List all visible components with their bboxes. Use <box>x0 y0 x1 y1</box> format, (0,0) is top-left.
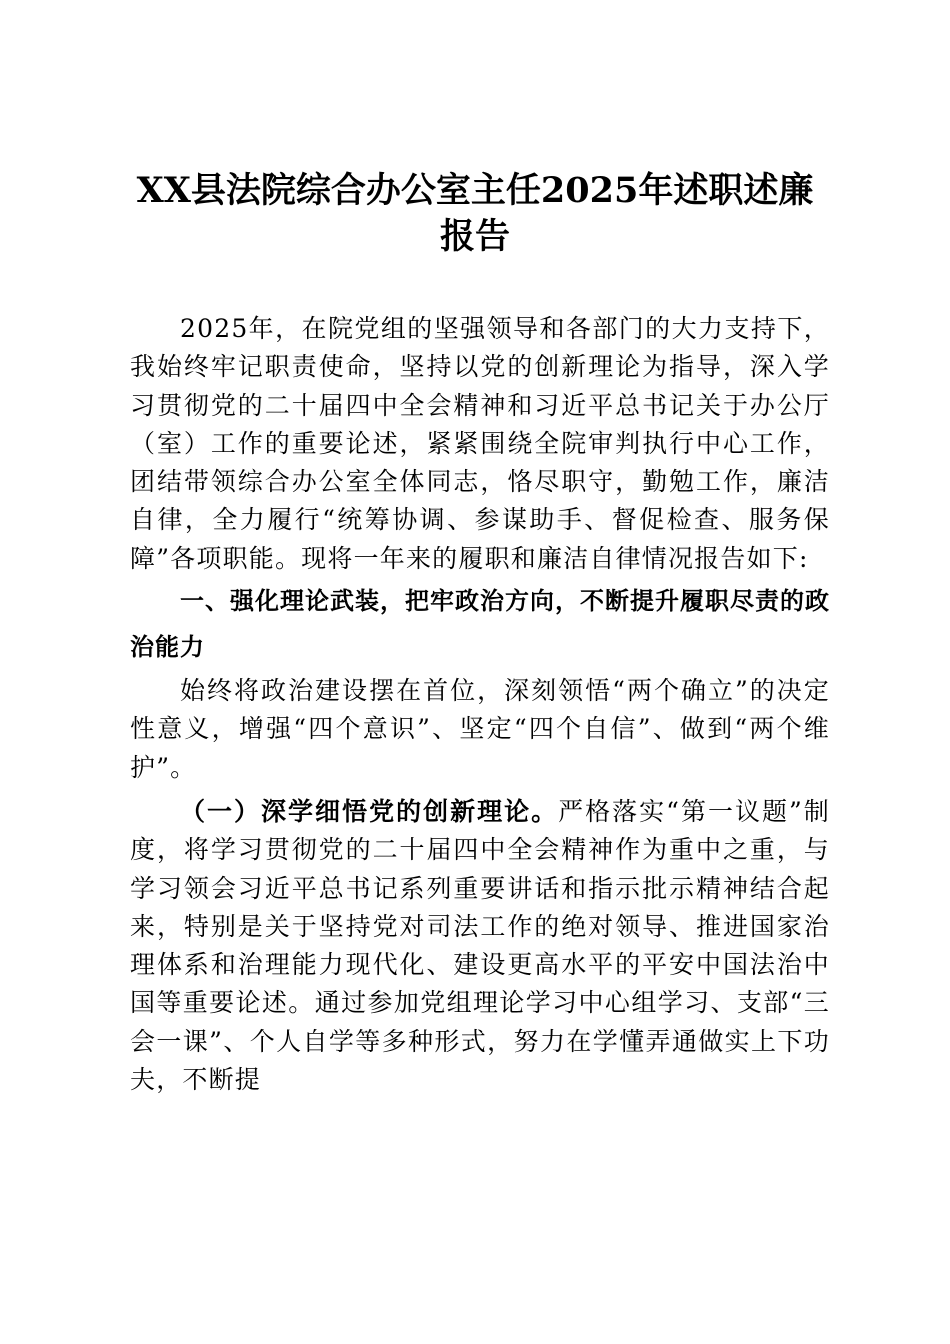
subsection-1-heading: （一）深学细悟党的创新理论。 <box>180 796 559 826</box>
intro-paragraph: 2025年，在院党组的坚强领导和各部门的大力支持下，我始终牢记职责使命，坚持以党的创新理论为指导，深入学习贯彻党的二十届四中全会精神和习近平总书记关于办公厅（室）工作的重要论述，紧紧围绕全院审判执行中心工作，团结带领综合办公室全体同志，恪尽职守，勤勉工作，廉洁自律，全力履行“统筹协调、参谋助手、督促检查、服务保障”各项职能。现将一年来的履职和廉洁自律情况报告如下: <box>130 314 830 573</box>
section-1-heading: 一、强化理论武装，把牢政治方向，不断提升履职尽责的政治能力 <box>130 587 830 662</box>
document-title: XX县法院综合办公室主任2025年述职述廉报告 <box>136 170 814 257</box>
subsection-1-text: 严格落实“第一议题”制度，将学习贯彻党的二十届四中全会精神作为重中之重，与学习领会习近平总书记系列重要讲话和指示批示精神结合起来，特别是关于坚持党对司法工作的绝对领导、推进国家治理体系和治理能力现代化、建设更高水平的平安中国法治中国等重要论述。通过参加党组理论学习中心组学习、支部“三会一课”、个人自学等多种形式，努力在学懂弄通做实上下功夫，不断提 <box>130 796 830 1095</box>
document-body <box>130 310 830 1099</box>
subsection-1-paragraph <box>130 793 830 1099</box>
section-1-paragraph: 始终将政治建设摆在首位，深刻领悟“两个确立”的决定性意义，增强“四个意识”、坚定“四个自信”、做到“两个维护”。 <box>130 676 830 782</box>
